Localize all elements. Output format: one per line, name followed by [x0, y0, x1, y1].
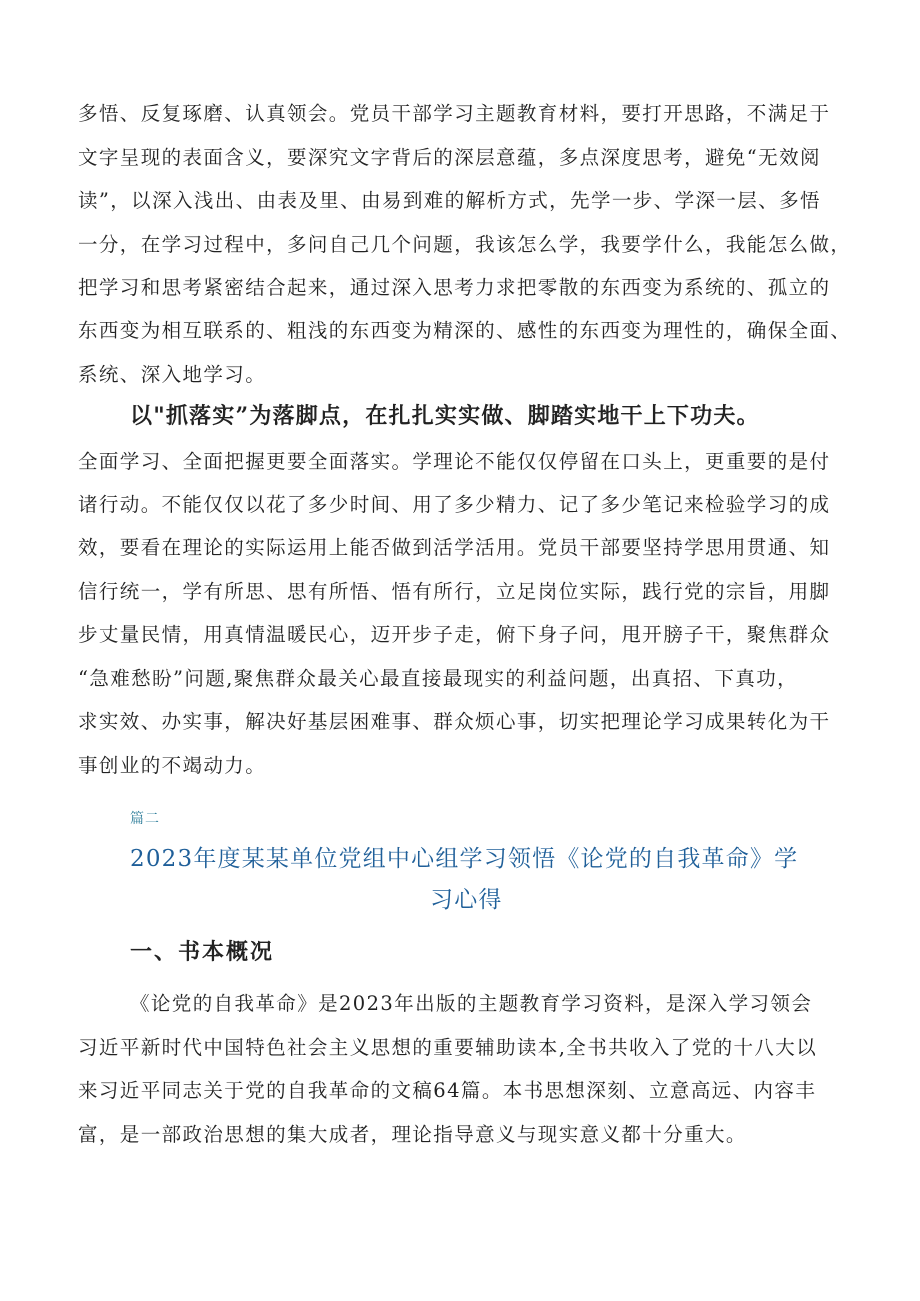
paragraph-line: 读”，以深入浅出、由表及里、由易到难的解析方式，先学一步、学深一层、多悟 — [78, 189, 821, 212]
article-title-line-2: 习心得 — [430, 887, 503, 913]
paragraph-line: 全面学习、全面把握更要全面落实。学理论不能仅仅停留在口头上，更重要的是付 — [78, 450, 831, 473]
section-label: 篇二 — [130, 811, 160, 827]
bold-heading: 以"抓落实”为落脚点，在扎扎实实做、脚踏实地干上下功夫。 — [130, 403, 760, 429]
section-subheading: 一、书本概况 — [130, 939, 275, 965]
paragraph-line: 文字呈现的表面含义，要深究文字背后的深层意蕴，多点深度思考，避免“无效阅 — [78, 146, 821, 169]
article-title-line-1: 2023年度某某单位党组中心组学习领悟《论党的自我革命》学 — [130, 846, 799, 872]
paragraph-line: 富，是一部政治思想的集大成者，理论指导意义与现实意义都十分重大。 — [78, 1123, 747, 1146]
paragraph-line: 习近平新时代中国特色社会主义思想的重要辅助读本,全书共收入了党的十八大以 — [78, 1036, 818, 1059]
paragraph-line: 求实效、办实事，解决好基层困难事、群众烦心事，切实把理论学习成果转化为干 — [78, 710, 831, 733]
paragraph-line: 多悟、反复琢磨、认真领会。党员干部学习主题教育材料，要打开思路，不满足于 — [78, 102, 831, 125]
paragraph-line: 步丈量民情，用真情温暖民心，迈开步子走，俯下身子问，甩开膀子干，聚焦群众 — [78, 623, 831, 646]
paragraph-line: 系统、深入地学习。 — [78, 363, 267, 386]
paragraph-line: 来习近平同志关于党的自我革命的文稿64篇。本书思想深刻、立意高远、内容丰 — [78, 1079, 817, 1102]
paragraph-line: 《论党的自我革命》是2023年出版的主题教育学习资料，是深入学习领会 — [130, 992, 813, 1015]
paragraph-line: 效，要看在理论的实际运用上能否做到活学活用。党员干部要坚持学思用贯通、知 — [78, 536, 831, 559]
paragraph-line: 诸行动。不能仅仅以花了多少时间、用了多少精力、记了多少笔记来检验学习的成 — [78, 493, 831, 516]
paragraph-line: 事创业的不竭动力。 — [78, 754, 267, 777]
paragraph-line: “急难愁盼”问题,聚焦群众最关心最直接最现实的利益问题，出真招、下真功， — [78, 667, 799, 690]
paragraph-line: 把学习和思考紧密结合起来，通过深入思考力求把零散的东西变为系统的、孤立的 — [78, 276, 831, 299]
paragraph-line: 信行统一，学有所思、思有所悟、悟有所行，立足岗位实际，践行党的宗旨，用脚 — [78, 580, 831, 603]
paragraph-line: 一分，在学习过程中，多问自己几个问题，我该怎么学，我要学什么，我能怎么做， — [78, 233, 852, 256]
paragraph-line: 东西变为相互联系的、粗浅的东西变为精深的、感性的东西变为理性的，确保全面、 — [78, 319, 852, 342]
